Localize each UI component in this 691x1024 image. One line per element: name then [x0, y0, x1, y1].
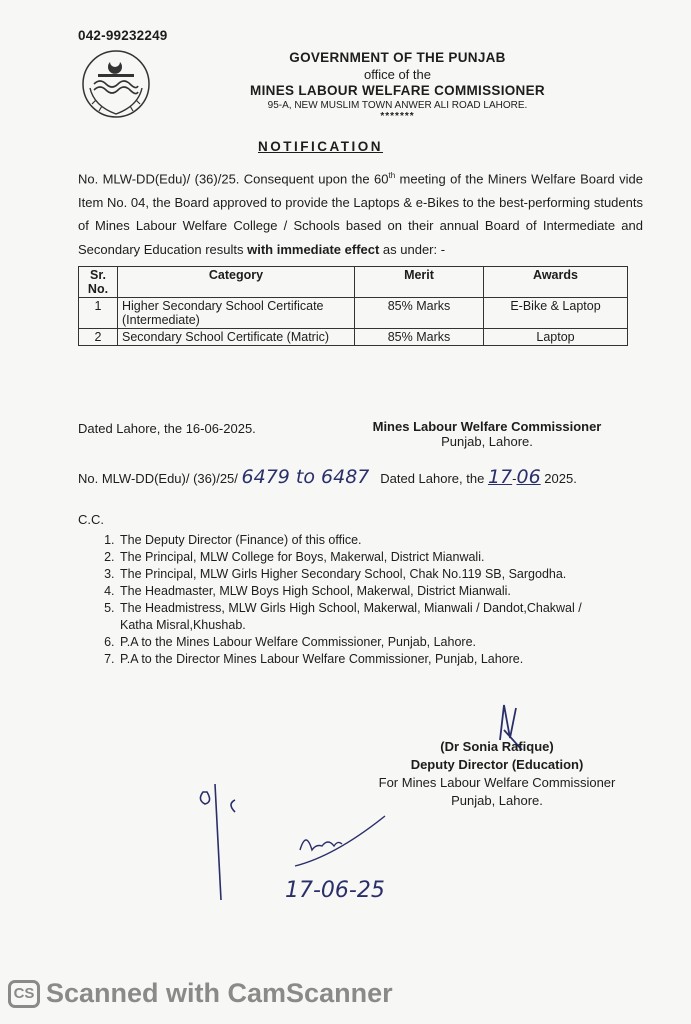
table-row — [79, 298, 628, 329]
cell-category: Higher Secondary School Certificate (Intermediate) — [118, 298, 355, 329]
list-item: 1. The Deputy Director (Finance) of this office. — [118, 532, 588, 549]
signatory-for-line: For Mines Labour Welfare Commissioner — [378, 775, 616, 790]
punjab-seal-logo — [80, 48, 152, 120]
awards-table — [78, 266, 628, 346]
table-header-row — [79, 267, 628, 298]
header-category: Category — [118, 267, 355, 298]
letterhead — [225, 50, 570, 122]
cell-sr: 2 — [79, 329, 118, 346]
list-item: 7. P.A to the Director Mines Labour Welfare Commissioner, Punjab, Lahore. — [118, 651, 588, 668]
body-bold: with immediate effect — [247, 241, 380, 257]
handwritten-dispatch-no: 6479 to 6487 — [241, 466, 370, 488]
cell-award: E-Bike & Laptop — [484, 298, 628, 329]
date-sep: - — [512, 471, 517, 486]
reference-year: 2025. — [544, 471, 577, 486]
office-of-label: office of the — [364, 67, 431, 82]
camscanner-watermark — [8, 978, 393, 1009]
handwritten-day: 17 — [487, 466, 513, 488]
phone-number: 042-99232249 — [78, 28, 168, 43]
reference-line — [78, 466, 638, 488]
list-item: 6. P.A to the Mines Labour Welfare Commissioner, Punjab, Lahore. — [118, 634, 588, 651]
notification-body — [78, 164, 643, 261]
header-awards: Awards — [484, 267, 628, 298]
office-address: 95-A, NEW MUSLIM TOWN ANWER ALI ROAD LAHORE. — [267, 100, 528, 111]
header-sr: Sr. No. — [79, 267, 118, 298]
signatory-block — [372, 738, 622, 810]
cell-merit: 85% Marks — [355, 298, 484, 329]
watermark-text: Scanned with CamScanner — [46, 978, 393, 1008]
signatory-designation: Deputy Director (Education) — [410, 757, 584, 772]
handwritten-month: 06 — [516, 466, 541, 488]
commissioner-title: Mines Labour Welfare Commissioner — [372, 419, 602, 434]
list-item: 4. The Headmaster, MLW Boys High School, Makerwal, District Mianwali. — [118, 583, 588, 600]
list-item: 3. The Principal, MLW Girls Higher Secondary School, Chak No.119 SB, Sargodha. — [118, 566, 588, 583]
camscanner-icon: CS — [8, 980, 40, 1008]
reference-prefix: No. MLW-DD(Edu)/ (36)/25/ — [78, 471, 238, 486]
office-copy-date: 17-06-25 — [285, 878, 385, 903]
cell-merit: 85% Marks — [355, 329, 484, 346]
cell-sr: 1 — [79, 298, 118, 329]
government-title: GOVERNMENT OF THE PUNJAB — [289, 50, 506, 65]
reference-dated-label: Dated Lahore, the — [380, 471, 485, 486]
body-sup: th — [388, 171, 396, 180]
body-text-3: as under: - — [379, 241, 446, 257]
issue-date: Dated Lahore, the 16-06-2025. — [78, 421, 256, 436]
signatory-name: (Dr Sonia Rafique) — [440, 739, 554, 754]
body-text-1: No. MLW-DD(Edu)/ (36)/25. Consequent upon the 60 — [78, 171, 389, 187]
commissioner-block — [362, 419, 612, 449]
cc-label: C.C. — [78, 512, 104, 527]
header-merit: Merit — [355, 267, 484, 298]
cc-list — [98, 532, 588, 668]
cell-category: Secondary School Certificate (Matric) — [118, 329, 355, 346]
body-text-2: meeting of the Miners Welfare Board vide Item No. 04, the Board approved to provide the Laptops & e-Bikes to the best-performing students of Mines Labour Welfare College / Schools based on their annual Board of Intermediate and Secondary Education results — [78, 171, 644, 257]
list-item: 5. The Headmistress, MLW Girls High School, Makerwal, Mianwali / Dandot,Chakwal / Katha Misral,Khushab. — [118, 600, 588, 634]
table-row — [79, 329, 628, 346]
list-item: 2. The Principal, MLW College for Boys, Makerwal, District Mianwali. — [118, 549, 588, 566]
department-title: MINES LABOUR WELFARE COMMISSIONER — [250, 83, 545, 98]
signatory-place: Punjab, Lahore. — [451, 793, 543, 808]
commissioner-place: Punjab, Lahore. — [441, 434, 533, 449]
stars-divider: ******* — [380, 111, 415, 122]
notification-heading: NOTIFICATION — [258, 139, 383, 154]
cell-award: Laptop — [484, 329, 628, 346]
